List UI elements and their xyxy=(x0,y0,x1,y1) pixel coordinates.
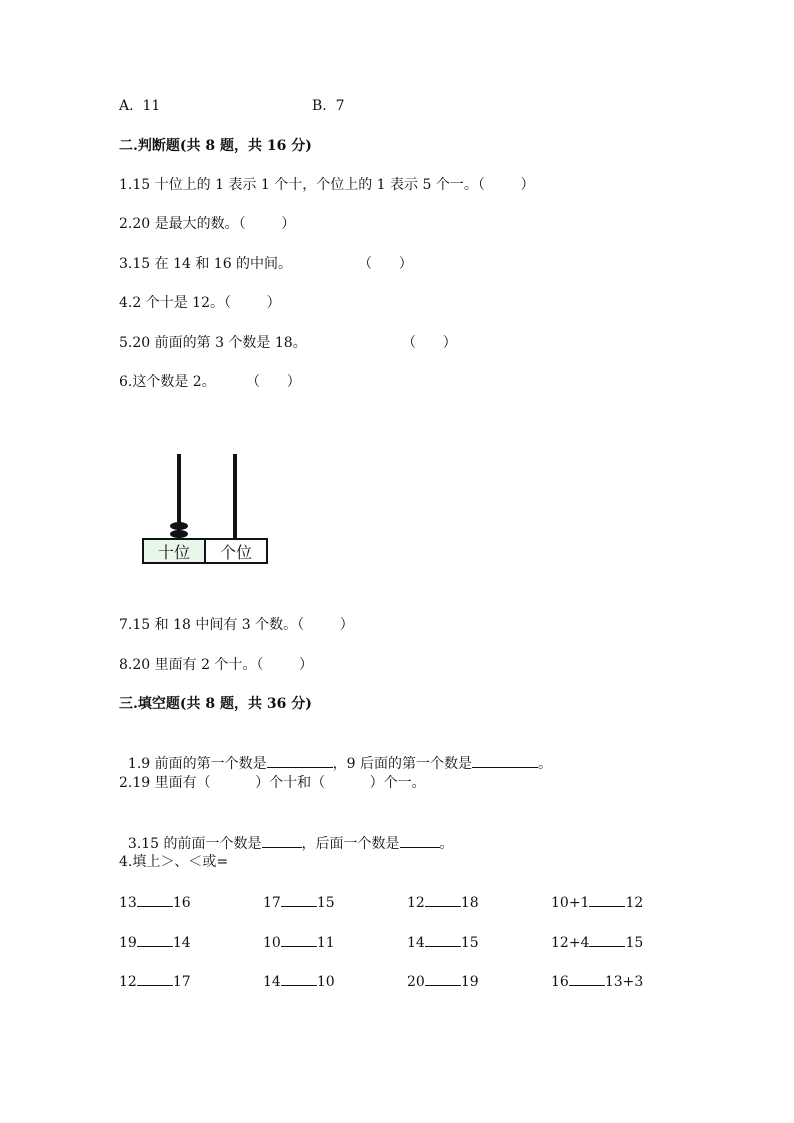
judge-q5: 5.20 前面的第 3 个数是 18。 xyxy=(119,335,307,351)
section3-title: 三.填空题(共 8 题，共 36 分) xyxy=(119,696,312,712)
judge-q2: 2.20 是最大的数。（ ） xyxy=(119,216,296,232)
comparison-item xyxy=(119,932,191,953)
fill-blank[interactable] xyxy=(400,833,440,848)
comparison-right: 15 xyxy=(316,895,335,911)
ones-label: 个位 xyxy=(219,542,252,562)
judge-q6: 6.这个数是 2。 xyxy=(119,374,216,390)
comparison-left: 14 xyxy=(263,974,281,990)
comparison-left: 12+4 xyxy=(551,935,590,951)
comparison-item xyxy=(407,971,479,992)
comparison-left: 20 xyxy=(407,974,425,990)
comparison-item xyxy=(551,932,643,953)
judge-q8: 8.20 里面有 2 个十。（ ） xyxy=(119,657,314,673)
tens-bead xyxy=(170,530,188,538)
comparison-blank[interactable] xyxy=(569,971,605,986)
fill-q3 xyxy=(119,813,454,854)
judge-q1: 1.15 十位上的 1 表示 1 个十，个位上的 1 表示 5 个一。（ ） xyxy=(119,177,535,193)
comparison-blank[interactable] xyxy=(281,932,317,947)
comparison-item xyxy=(551,892,643,913)
fill-q1-text-a: 1.9 前面的第一个数是 xyxy=(127,756,267,772)
comparison-left: 12 xyxy=(407,895,425,911)
comparison-item xyxy=(407,892,479,913)
comparison-right: 12 xyxy=(625,895,644,911)
comparison-blank[interactable] xyxy=(589,892,625,907)
fill-q3-text-c: 。 xyxy=(439,836,454,852)
abacus-figure xyxy=(140,450,275,570)
comparison-left: 13 xyxy=(119,895,137,911)
comparison-right: 17 xyxy=(172,974,191,990)
comparison-blank[interactable] xyxy=(425,892,461,907)
comparison-left: 10 xyxy=(263,935,281,951)
fill-q1-text-c: 。 xyxy=(537,756,552,772)
fill-blank[interactable] xyxy=(262,833,302,848)
judge-q3: 3.15 在 14 和 16 的中间。 xyxy=(119,256,293,272)
judge-q4: 4.2 个十是 12。（ ） xyxy=(119,295,281,311)
comparison-left: 16 xyxy=(551,974,569,990)
comparison-right: 18 xyxy=(460,895,479,911)
fill-q2: 2.19 里面有（ ）个十和（ ）个一。 xyxy=(119,775,426,791)
fill-q4-title: 4.填上＞、＜或= xyxy=(119,854,229,870)
comparison-blank[interactable] xyxy=(589,932,625,947)
comparison-left: 17 xyxy=(263,895,281,911)
fill-blank[interactable] xyxy=(267,753,333,768)
comparison-right: 15 xyxy=(625,935,644,951)
comparison-right: 14 xyxy=(172,935,191,951)
judge-q7: 7.15 和 18 中间有 3 个数。（ ） xyxy=(119,617,354,633)
comparison-item xyxy=(263,971,335,992)
comparison-right: 15 xyxy=(460,935,479,951)
option-a: A. 11 xyxy=(119,98,161,114)
option-b: B. 7 xyxy=(312,98,345,114)
fill-q1-text-b: ，9 后面的第一个数是 xyxy=(332,756,472,772)
comparison-right: 16 xyxy=(172,895,191,911)
fill-blank[interactable] xyxy=(472,753,538,768)
comparison-item xyxy=(551,971,643,992)
section2-title: 二.判断题(共 8 题，共 16 分) xyxy=(119,138,312,154)
comparison-left: 14 xyxy=(407,935,425,951)
comparison-item xyxy=(119,971,191,992)
judge-q3-paren: （ ） xyxy=(358,256,413,272)
tens-bead xyxy=(170,522,188,530)
abacus-base xyxy=(142,538,268,564)
comparison-right: 19 xyxy=(460,974,479,990)
fill-q3-text-b: ，后面一个数是 xyxy=(301,836,400,852)
comparison-blank[interactable] xyxy=(137,971,173,986)
judge-q5-paren: （ ） xyxy=(402,335,457,351)
comparison-item xyxy=(119,892,191,913)
comparison-blank[interactable] xyxy=(137,892,173,907)
ones-rod xyxy=(233,454,237,538)
tens-label: 十位 xyxy=(144,540,206,562)
comparison-blank[interactable] xyxy=(281,892,317,907)
comparison-left: 19 xyxy=(119,935,137,951)
comparison-left: 12 xyxy=(119,974,137,990)
comparison-blank[interactable] xyxy=(425,971,461,986)
fill-q1 xyxy=(119,733,552,774)
judge-q6-paren: （ ） xyxy=(246,374,301,390)
comparison-item xyxy=(263,892,335,913)
comparison-right: 10 xyxy=(316,974,335,990)
fill-q3-text-a: 3.15 的前面一个数是 xyxy=(127,836,262,852)
comparison-blank[interactable] xyxy=(425,932,461,947)
comparison-item xyxy=(407,932,479,953)
comparison-right: 11 xyxy=(316,935,335,951)
comparison-right: 13+3 xyxy=(604,974,644,990)
comparison-left: 10+1 xyxy=(551,895,590,911)
comparison-item xyxy=(263,932,335,953)
comparison-blank[interactable] xyxy=(137,932,173,947)
comparison-blank[interactable] xyxy=(281,971,317,986)
